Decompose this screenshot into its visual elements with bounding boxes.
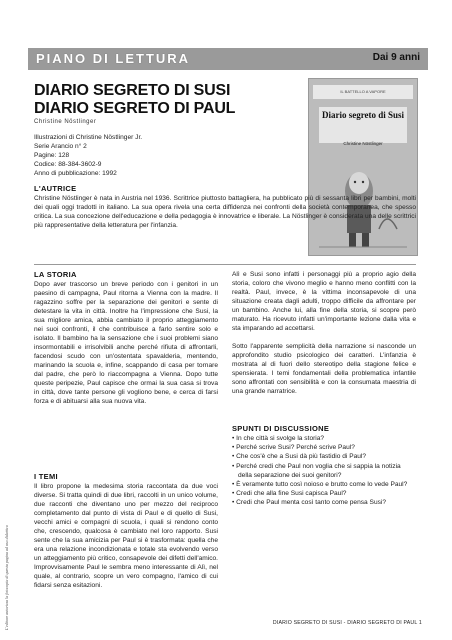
spunti-heading: SPUNTI DI DISCUSSIONE [232, 424, 330, 433]
section-divider [34, 264, 416, 265]
list-item: • Che cos'è che a Susi dà più fastidio di Paul? [232, 453, 367, 461]
meta-series: Serie Arancio n° 2 [34, 143, 87, 150]
list-item: • Perché credi che Paul non voglia che si sappia la notizia della separazione dei suoi genitori? [232, 462, 401, 479]
right-col-text2: Sotto l'apparente semplicità della narrazione si nasconde un approfondito studio psicologico dei caratteri. L'infanzia è mostrata al di fuori dello stereotipo della stagione felice e spensierata. I temi fondamentali della problematica infantile sono affrontati con sensibilità e con la consumata maestria di una grande narratrice. [232, 343, 416, 395]
storia-text: Dopo aver trascorso un breve periodo con i genitori in un paesino di campagna, Paul ritorna a Vienna con la madre. Il ragazzino soffre per la separazione dei genitori e sente di detestare la vita in città. Inoltre ha l'impressione che Susi, la sua migliore amica, abbia cambiato il proprio atteggiamento nei suoi confronti, il che contribuisce a farlo sentire solo e isolato. Il bambino ha la sensazione che i suoi problemi siano insormontabili e irrisolvibili anche perché rifiuta di affrontarli, facendosi scudo con un'ostentata spavalderia, mentendo, marinando la scuola e, infine, scappando di casa per tornare dal padre, che però lo riaccompagna a Vienna. Dopo tutte queste peripezie, Paul capisce che ormai la sua casa si trova in città, dove tante persone gli vogliono bene, e cerca di farsi forza e di abituarsi alla sua nuova vita. [34, 281, 218, 405]
autrice-heading: L'AUTRICE [34, 184, 77, 193]
list-item: • Perché scrive Susi? Perché scrive Paul? [232, 444, 355, 452]
side-note [4, 500, 14, 630]
list-item: • In che città si svolge la storia? [232, 435, 325, 442]
temi-text: Il libro propone la medesima storia raccontata da due voci diverse. Si tratta quindi di due libri, raccolti in un unico volume, due racconti che diventano uno per mezzo del reciproco completamento dal punto di vista di Paul e di quello di Susi, vecchi amici e compagni di scuola, i quali si rendono conto che, crescendo, qualcosa è cambiato nel loro rapporto. Susi sente che la sua amicizia per Paul si è trasformata: quella che era una relazione incondizionata e totale sta evolvendo verso un atteggiamento più critico, consapevole dei difetti dell'amico. Improvvisamente Paul le sembra meno interessante di Alì, nel quale, al contrario, scopre un vero compagno, l'amico di cui fidarsi senza esitazioni. [34, 483, 218, 589]
meta-code: Codice: 88-384-3602-9 [34, 161, 102, 168]
meta-year: Anno di pubblicazione: 1992 [34, 170, 117, 177]
list-item: • Credi che alla fine Susi capisca Paul? [232, 490, 347, 498]
side-note-text: L'editore autorizza la fotocopia di questa pagina ad uso didattico [4, 525, 9, 630]
autrice-text: Christine Nöstlinger è nata in Austria nel 1936. Scrittrice piuttosto battagliera, ha pubblicato più di sessanta libri per bambini, molti dei quali oggi tradotti in italiano. La sua opera rivela una certa diffidenza nei confronti della società contemporanea, che spesso critica. La sua concezione dell'educazione e della pedagogia è innovatrice e liberale. La Nöstlinger è considerata una delle scrittrici più rappresentative della letteratura per l'infanzia. [34, 195, 416, 229]
book-author: Christine Nöstlinger [34, 119, 97, 125]
page-footer: DIARIO SEGRETO DI SUSI - DIARIO SEGRETO DI PAUL 1 [272, 620, 422, 626]
cover-title: Diario segreto di Susi [319, 107, 407, 143]
cover-author: Christine Nöstlinger [343, 141, 383, 146]
right-col-text1: Alì e Susi sono infatti i personaggi più a proprio agio della storia, coloro che vivono meglio e hanno meno conflitti con la realtà. Paul, invece, è la vittima inconsapevole di una situazione creata dagli adulti, troppo difficile da affrontare per un bambino. Anche lui, alla fine della storia, si scopre però maturato. Ha ricevuto infatti un'importante lezione dalla vita e sta imparando ad accettarsi. [232, 271, 416, 332]
cover-publisher: IL BATTELLO A VAPORE [313, 85, 413, 99]
book-title-line1: DIARIO SEGRETO DI SUSI [34, 82, 231, 99]
meta-illustrations: Illustrazioni di Christine Nöstlinger Jr. [34, 134, 143, 141]
meta-pages: Pagine: 128 [34, 152, 70, 159]
list-item: • Credi che Paul menta così tanto come pensa Susi? [232, 499, 387, 507]
age-label: Dai 9 anni [372, 52, 420, 63]
series-title: PIANO DI LETTURA [36, 51, 191, 66]
book-meta [34, 133, 142, 178]
book-title [34, 82, 294, 118]
temi-heading: I TEMI [34, 472, 58, 481]
spunti-list [232, 434, 416, 508]
storia-heading: LA STORIA [34, 270, 77, 279]
book-title-line2: DIARIO SEGRETO DI PAUL [34, 100, 236, 117]
list-item: • È veramente tutto così noioso e brutto come lo vede Paul? [232, 481, 408, 489]
series-header [28, 48, 428, 70]
